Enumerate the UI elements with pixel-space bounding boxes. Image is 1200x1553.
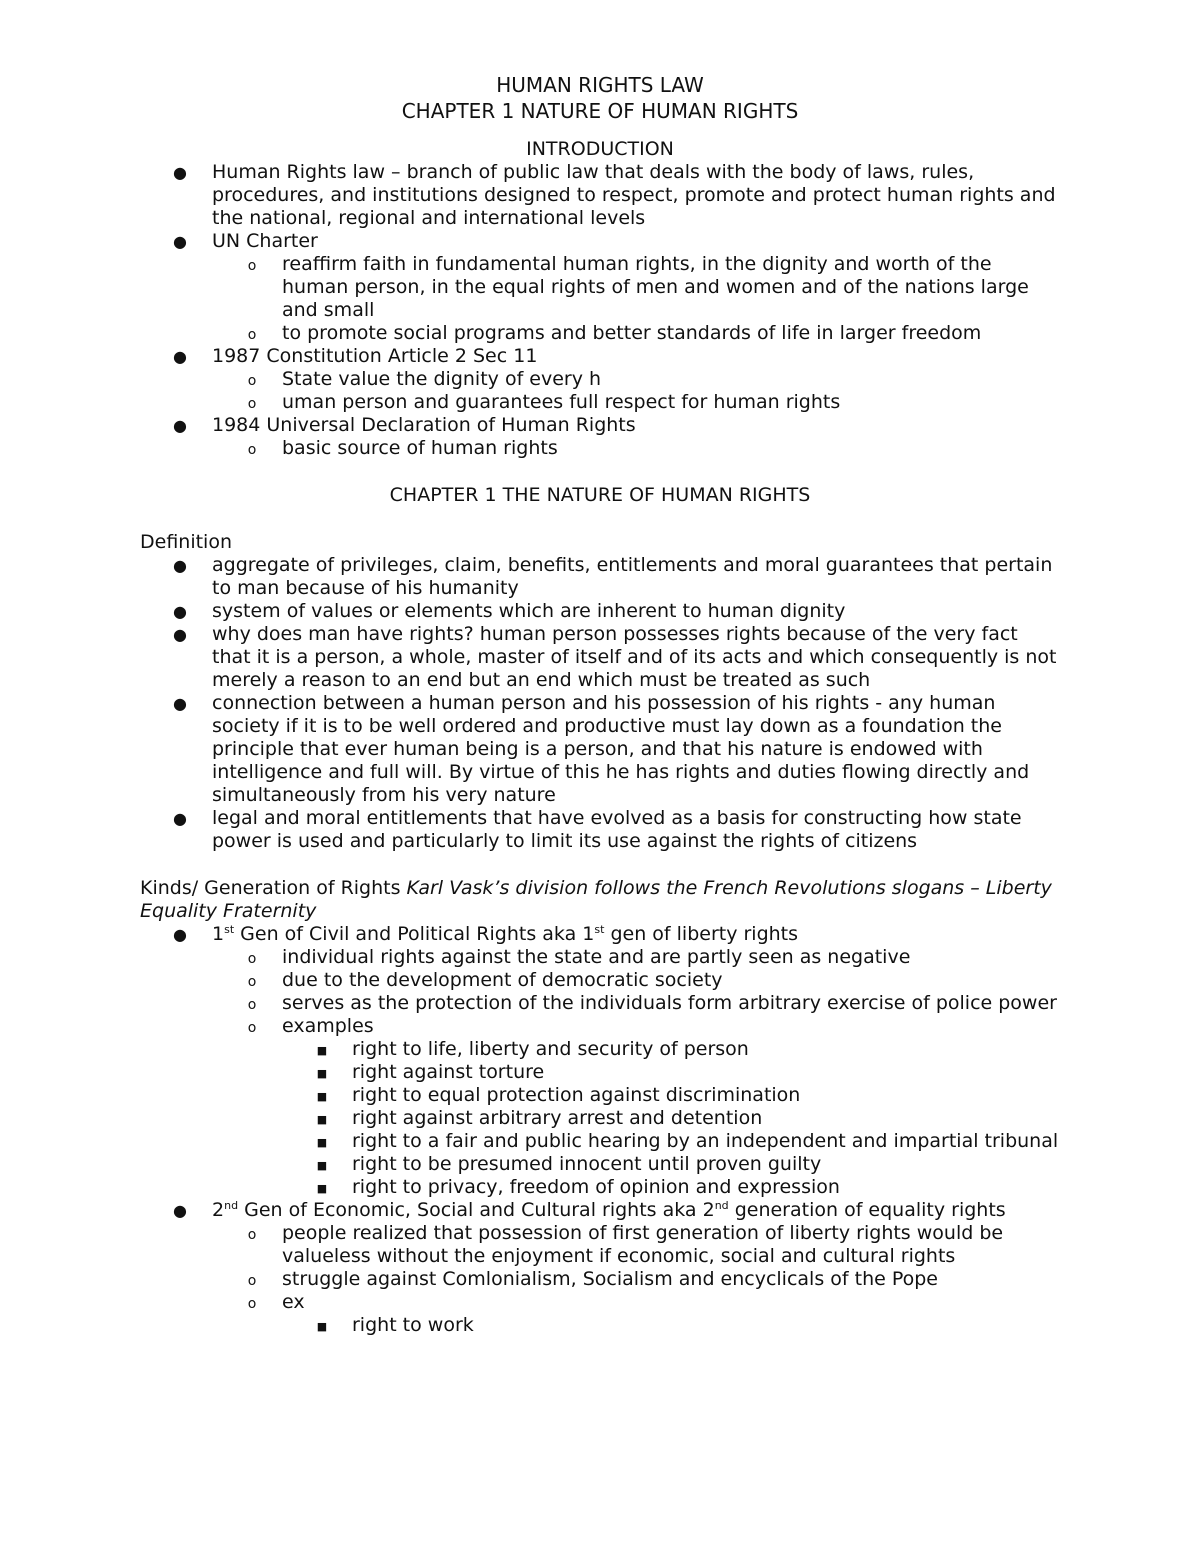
square-bullet-icon: ■ bbox=[316, 1113, 328, 1126]
list-item: ● Human Rights law – branch of public law that deals with the body of laws, rules, procedures, and institutions designed to respect, promote and protect human rights and the national, regional and international levels bbox=[140, 161, 1060, 230]
list-item: ● why does man have rights? human person possesses rights because of the very fact that it is a person, a whole, master of itself and of its acts and which consequently is not merely a reason to an end but an end which must be treated as such bbox=[140, 623, 1060, 692]
list-item: ● legal and moral entitlements that have evolved as a basis for constructing how state power is used and particularly to limit its use against the rights of citizens bbox=[140, 807, 1060, 853]
square-bullet-icon: ■ bbox=[316, 1090, 328, 1103]
circle-bullet-icon: o bbox=[247, 327, 257, 343]
bullet-icon: ● bbox=[173, 694, 187, 713]
circle-bullet-icon: o bbox=[247, 1227, 257, 1243]
list-item: o due to the development of democratic society bbox=[140, 969, 1060, 992]
list-item: o examples bbox=[140, 1015, 1060, 1038]
bullet-icon: ● bbox=[173, 163, 187, 182]
square-bullet-icon: ■ bbox=[316, 1320, 328, 1333]
list-item: o uman person and guarantees full respect for human rights bbox=[140, 391, 1060, 414]
list-item: ■ right to privacy, freedom of opinion and expression bbox=[140, 1176, 1060, 1199]
circle-bullet-icon: o bbox=[247, 442, 257, 458]
list-item: ■ right to be presumed innocent until proven guilty bbox=[140, 1153, 1060, 1176]
list-item: ■ right to equal protection against discrimination bbox=[140, 1084, 1060, 1107]
list-item: ■ right to life, liberty and security of person bbox=[140, 1038, 1060, 1061]
section-heading-chapter1: CHAPTER 1 THE NATURE OF HUMAN RIGHTS bbox=[389, 484, 811, 506]
circle-bullet-icon: o bbox=[247, 997, 257, 1013]
list-item: o serves as the protection of the individuals form arbitrary exercise of police power bbox=[140, 992, 1060, 1015]
list-item: ■ right against arbitrary arrest and detention bbox=[140, 1107, 1060, 1130]
circle-bullet-icon: o bbox=[247, 396, 257, 412]
circle-bullet-icon: o bbox=[247, 373, 257, 389]
section-heading-definition: Definition bbox=[140, 531, 233, 553]
chapter-title: CHAPTER 1 NATURE OF HUMAN RIGHTS bbox=[401, 99, 799, 123]
bullet-icon: ● bbox=[173, 625, 187, 644]
bullet-icon: ● bbox=[173, 232, 187, 251]
list-item: ■ right against torture bbox=[140, 1061, 1060, 1084]
list-item: ● UN Charter bbox=[140, 230, 1060, 253]
circle-bullet-icon: o bbox=[247, 1020, 257, 1036]
square-bullet-icon: ■ bbox=[316, 1159, 328, 1172]
list-item: ● 1984 Universal Declaration of Human Rights bbox=[140, 414, 1060, 437]
list-item: o reaffirm faith in fundamental human rights, in the dignity and worth of the human person, in the equal rights of men and women and of the nations large and small bbox=[140, 253, 1060, 322]
list-item: o ex bbox=[140, 1291, 1060, 1314]
section-heading-kinds: Kinds/ Generation of Rights Karl Vask’s division follows the French Revolutions slogans – Liberty Equality Fraternity bbox=[140, 877, 1052, 922]
bullet-icon: ● bbox=[173, 1201, 187, 1220]
circle-bullet-icon: o bbox=[247, 1273, 257, 1289]
square-bullet-icon: ■ bbox=[316, 1136, 328, 1149]
square-bullet-icon: ■ bbox=[316, 1044, 328, 1057]
list-item: ● system of values or elements which are inherent to human dignity bbox=[140, 600, 1060, 623]
list-item: ■ right to work bbox=[140, 1314, 1060, 1337]
bullet-icon: ● bbox=[173, 347, 187, 366]
circle-bullet-icon: o bbox=[247, 974, 257, 990]
circle-bullet-icon: o bbox=[247, 258, 257, 274]
square-bullet-icon: ■ bbox=[316, 1182, 328, 1195]
circle-bullet-icon: o bbox=[247, 1296, 257, 1312]
bullet-icon: ● bbox=[173, 925, 187, 944]
list-item: ● 2nd Gen of Economic, Social and Cultural rights aka 2nd generation of equality rights bbox=[140, 1199, 1060, 1222]
square-bullet-icon: ■ bbox=[316, 1067, 328, 1080]
list-item: o individual rights against the state and are partly seen as negative bbox=[140, 946, 1060, 969]
bullet-icon: ● bbox=[173, 602, 187, 621]
bullet-icon: ● bbox=[173, 809, 187, 828]
list-item: ● connection between a human person and his possession of his rights - any human society if it is to be well ordered and productive must lay down as a foundation the principle that ever human being is a person, and that his nature is endowed with intelligence and full will. By virtue of this he has rights and duties flowing directly and simultaneously from his very nature bbox=[140, 692, 1060, 807]
document-page bbox=[140, 72, 1060, 1337]
list-item: ● 1st Gen of Civil and Political Rights aka 1st gen of liberty rights bbox=[140, 923, 1060, 946]
list-item: o struggle against Comlonialism, Socialism and encyclicals of the Pope bbox=[140, 1268, 1060, 1291]
list-item: o basic source of human rights bbox=[140, 437, 1060, 460]
list-item: ● aggregate of privileges, claim, benefits, entitlements and moral guarantees that pertain to man because of his humanity bbox=[140, 554, 1060, 600]
circle-bullet-icon: o bbox=[247, 951, 257, 967]
bullet-icon: ● bbox=[173, 416, 187, 435]
bullet-icon: ● bbox=[173, 556, 187, 575]
list-item: ● 1987 Constitution Article 2 Sec 11 bbox=[140, 345, 1060, 368]
list-item: ■ right to a fair and public hearing by an independent and impartial tribunal bbox=[140, 1130, 1060, 1153]
list-item: o to promote social programs and better standards of life in larger freedom bbox=[140, 322, 1060, 345]
section-heading-introduction: INTRODUCTION bbox=[526, 138, 674, 160]
kinds-heading-note: Karl Vask’s division follows the French Revolutions slogans – Liberty Equality Fraternity bbox=[140, 877, 1052, 922]
document-title: HUMAN RIGHTS LAW bbox=[496, 73, 704, 97]
list-item: o people realized that possession of first generation of liberty rights would be valueless without the enjoyment if economic, social and cultural rights bbox=[140, 1222, 1060, 1268]
list-item: o State value the dignity of every h bbox=[140, 368, 1060, 391]
